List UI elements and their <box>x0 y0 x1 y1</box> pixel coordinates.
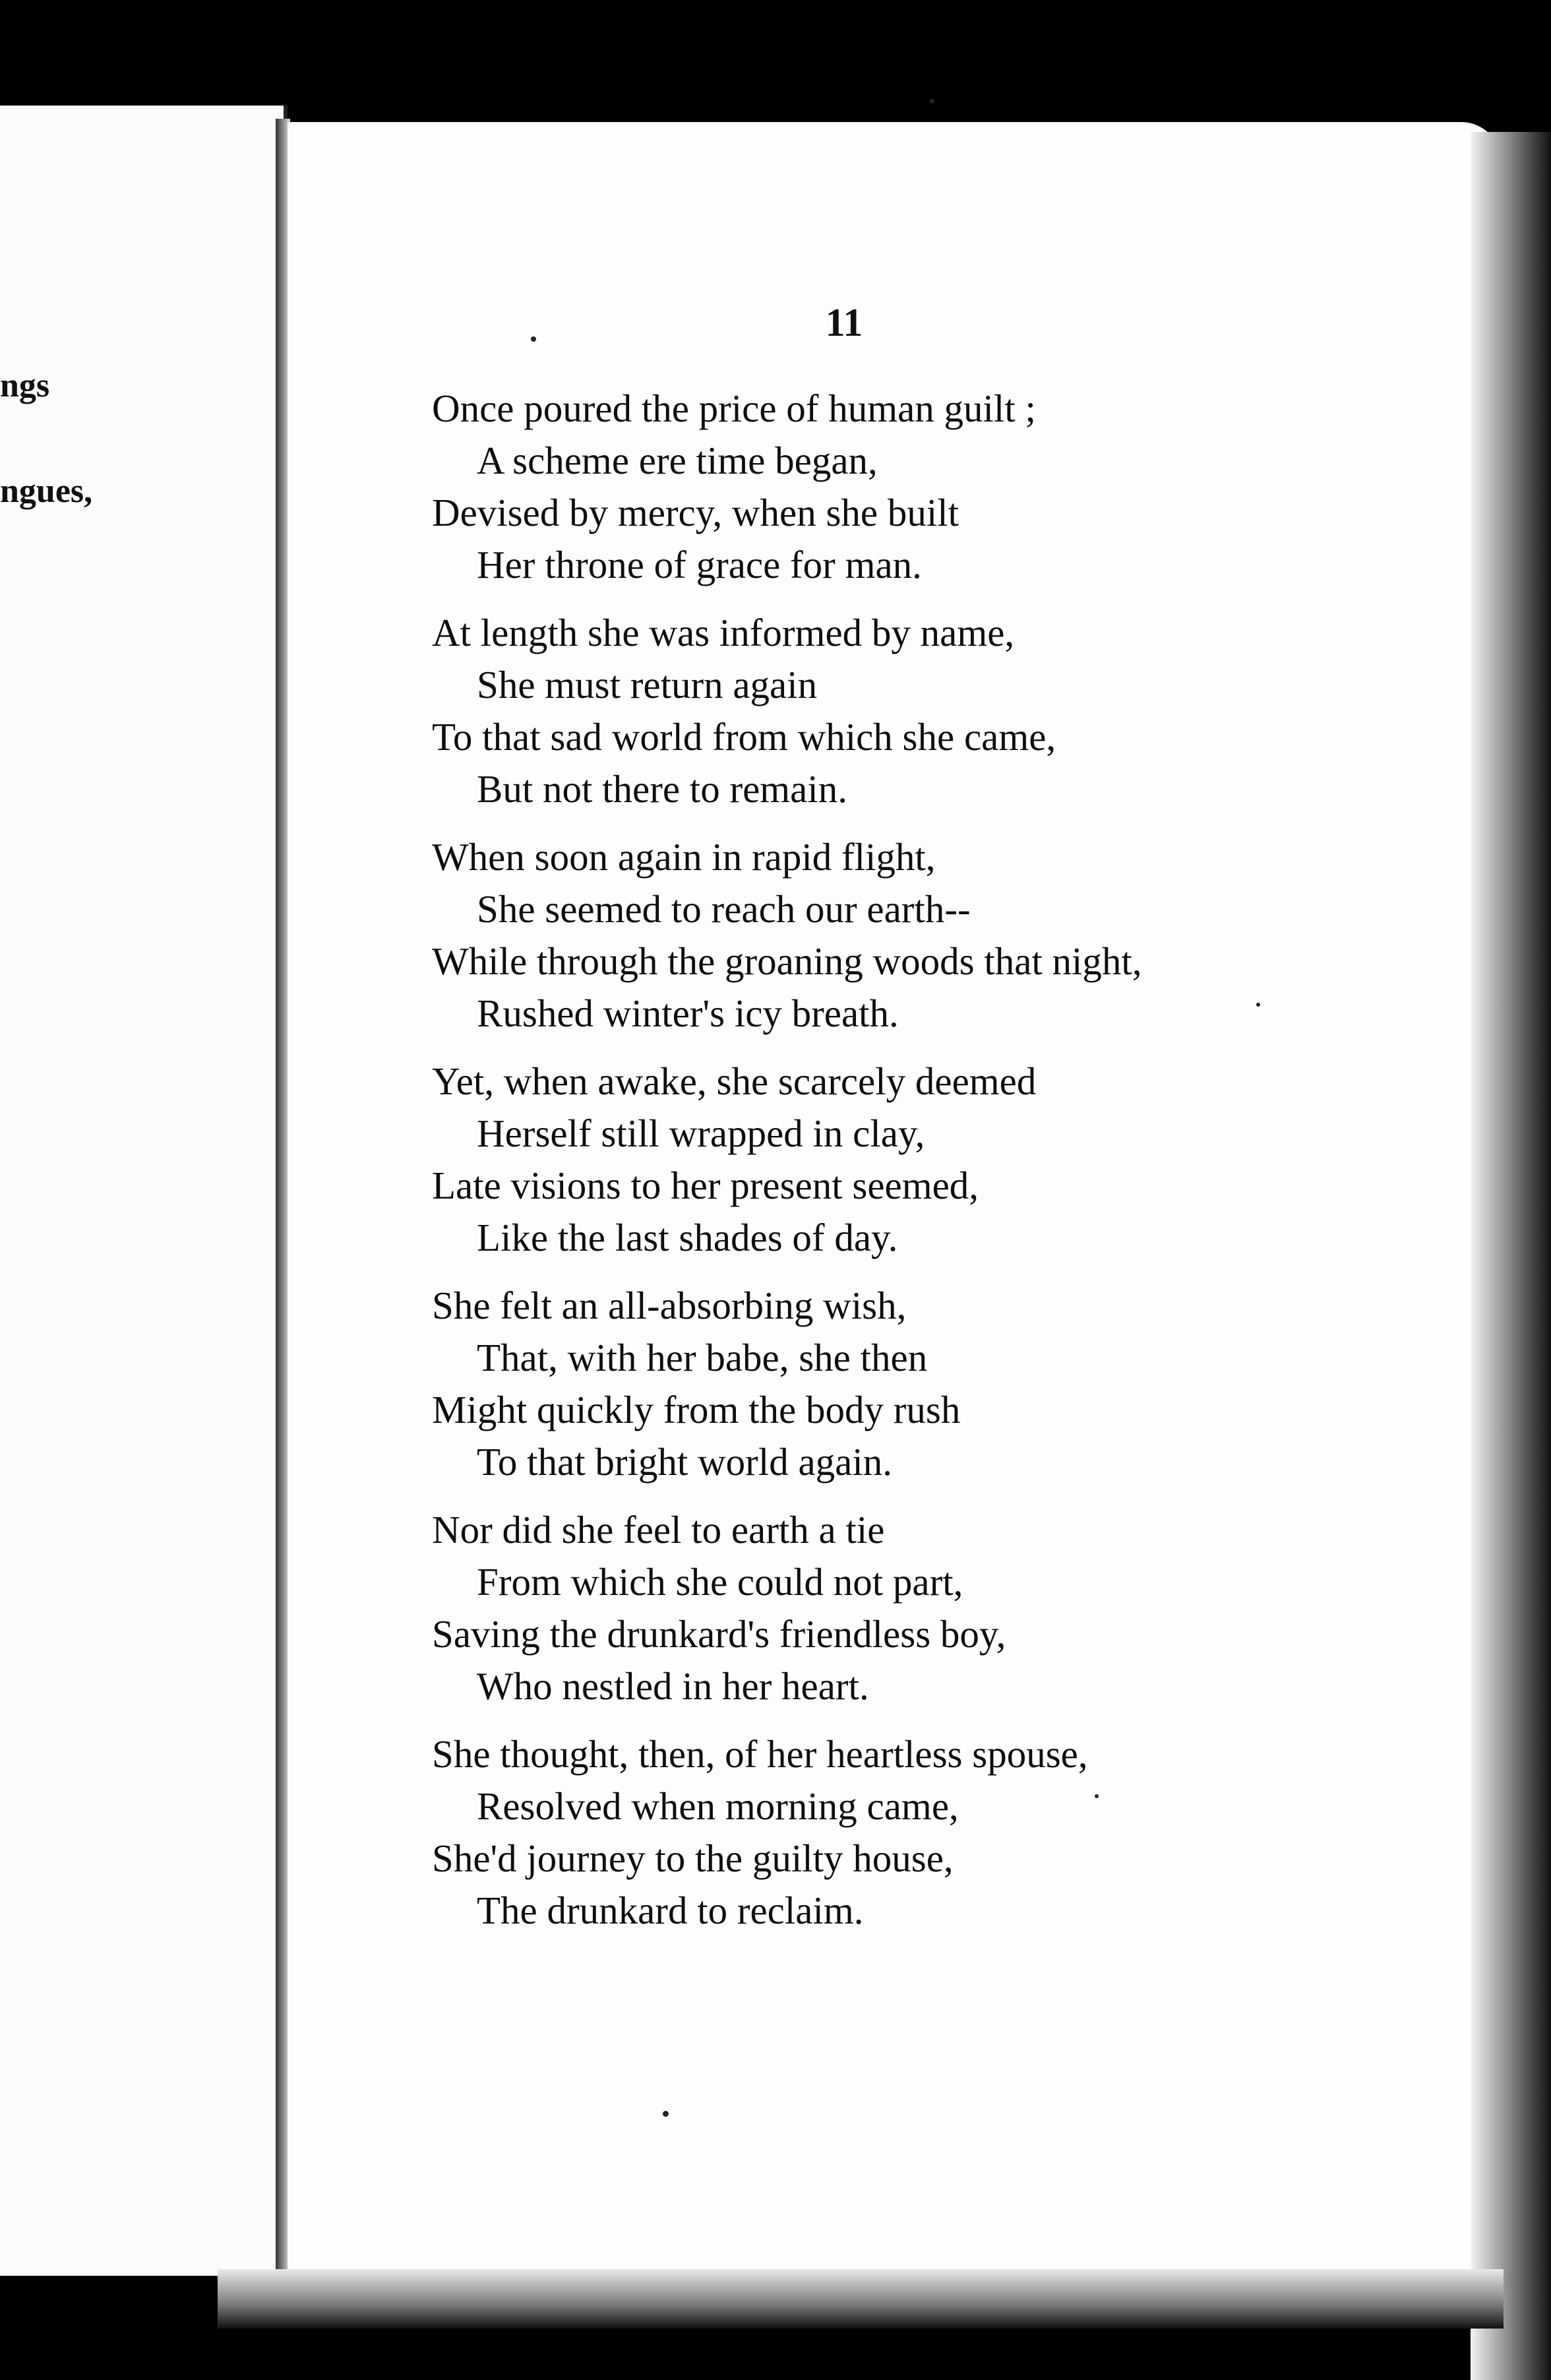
ink-speck <box>1095 1794 1099 1798</box>
ink-speck <box>531 336 536 342</box>
stanza <box>432 1728 1355 1937</box>
left-page-fragment: ngs <box>0 367 50 404</box>
poem-line: She seemed to reach our earth-- <box>477 887 971 931</box>
poem-line: At length she was informed by name, <box>432 611 1015 654</box>
stanza <box>432 831 1355 1040</box>
poem-line: While through the groaning woods that night, <box>432 939 1142 983</box>
poem-line: To that bright world again. <box>477 1440 892 1484</box>
poem-line: From which she could not part, <box>477 1560 963 1604</box>
stanza <box>432 1280 1355 1488</box>
page-number: 11 <box>825 301 863 344</box>
poem-line: Like the last shades of day. <box>477 1216 898 1259</box>
poem-line: Rushed winter's icy breath. <box>477 991 899 1035</box>
stanza <box>432 1504 1355 1712</box>
poem-line: She'd journey to the guilty house, <box>432 1836 954 1880</box>
poem-line: To that sad world from which she came, <box>432 715 1056 759</box>
ink-speck <box>930 99 934 104</box>
ink-speck <box>1256 1003 1260 1007</box>
poem-line: A scheme ere time began, <box>477 439 878 482</box>
poem-line: Late visions to her present seemed, <box>432 1164 979 1207</box>
poem-line: Once poured the price of human guilt ; <box>432 387 1036 430</box>
poem-line: That, with her babe, she then <box>477 1336 928 1379</box>
poem-line: Her throne of grace for man. <box>477 543 922 586</box>
poem-line: But not there to remain. <box>477 767 847 811</box>
stanza <box>432 383 1355 591</box>
stanza <box>432 607 1355 815</box>
page-edge-right <box>1471 132 1551 2380</box>
poem-text <box>432 383 1355 1953</box>
poem-line: She must return again <box>477 663 818 706</box>
poem-line: She thought, then, of her heartless spouse, <box>432 1732 1088 1776</box>
poem-line: Yet, when awake, she scarcely deemed <box>432 1059 1037 1103</box>
left-page-fragment: ngues, <box>0 472 93 510</box>
poem-line: Saving the drunkard's friendless boy, <box>432 1612 1006 1656</box>
poem-line: Who nestled in her heart. <box>477 1664 869 1708</box>
page-edge-bottom <box>218 2269 1504 2329</box>
poem-line: The drunkard to reclaim. <box>477 1889 864 1932</box>
stanza <box>432 1055 1355 1264</box>
poem-line: Nor did she feel to earth a tie <box>432 1508 885 1551</box>
poem-line: When soon again in rapid flight, <box>432 835 936 879</box>
poem-line: Might quickly from the body rush <box>432 1388 961 1431</box>
ink-speck <box>663 2111 669 2117</box>
poem-line: Devised by mercy, when she built <box>432 491 959 534</box>
poem-line: Resolved when morning came, <box>477 1784 959 1828</box>
poem-line: She felt an all-absorbing wish, <box>432 1284 907 1327</box>
left-page <box>0 106 288 2276</box>
poem-line: Herself still wrapped in clay, <box>477 1112 925 1155</box>
